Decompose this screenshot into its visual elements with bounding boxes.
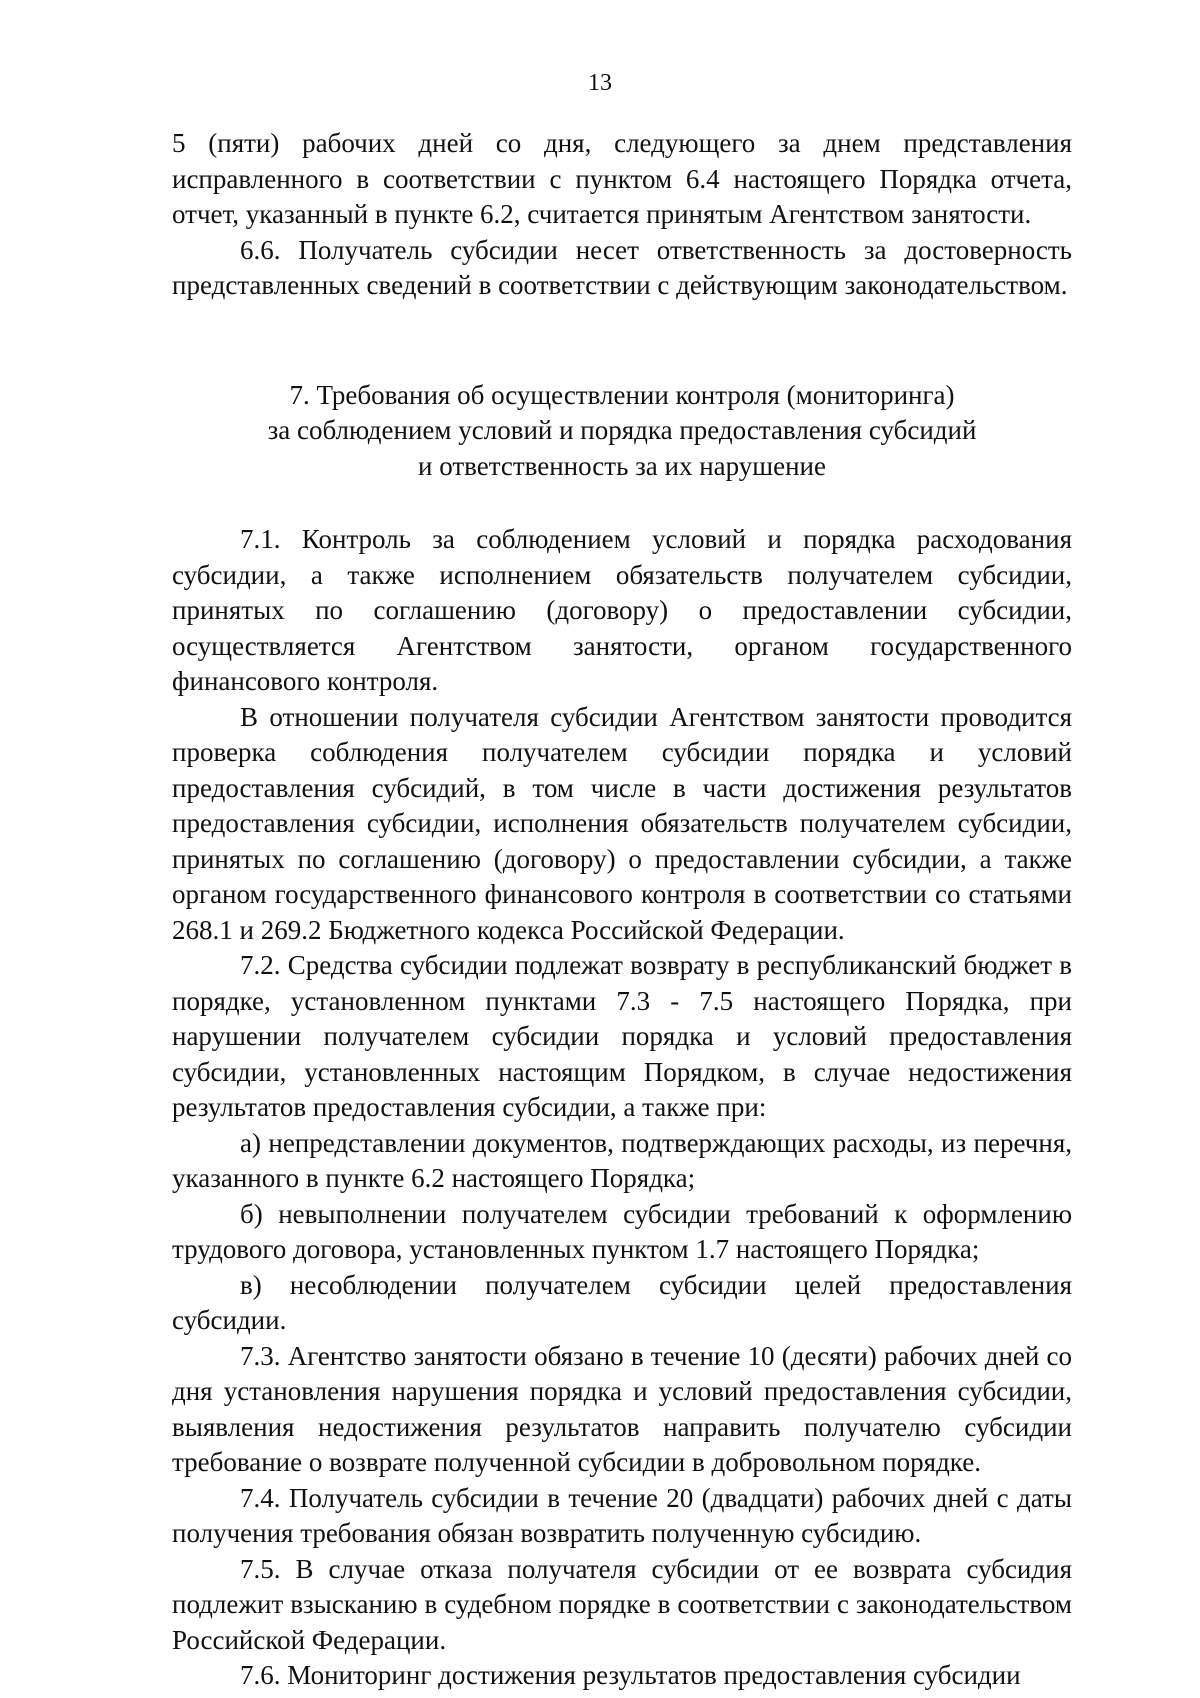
section-heading-line: 7. Требования об осуществлении контроля (мониторинга)	[289, 379, 955, 410]
section-heading-line: за соблюдением условий и порядка предоставления субсидий	[267, 415, 977, 445]
page-number: 13	[588, 70, 612, 96]
paragraph-continued: 5 (пяти) рабочих дней со дня, следующего за днем представления исправленного в соответствии с пунктом 6.4 настоящего Порядка отчета, отчет, указанный в пункте 6.2, считается принятым Агентством занятости.	[172, 128, 1072, 229]
paragraph-7-3: 7.3. Агентство занятости обязано в течение 10 (десяти) рабочих дней со дня установления нарушения порядка и условий предоставления субсидии, выявления недостижения результатов направить получателю субсидии требование о возврате полученной субсидии в добровольном порядке.	[172, 1340, 1072, 1477]
paragraph-7-2: 7.2. Средства субсидии подлежат возврату в республиканский бюджет в порядке, установленном пунктами 7.3 - 7.5 настоящего Порядка, при нарушении получателем субсидии порядка и условий предоставления субсидии, установленных настоящим Порядком, в случае недостижения результатов предоставления субсидии, а также при:	[172, 950, 1072, 1122]
paragraph-7-1: 7.1. Контроль за соблюдением условий и порядка расходования субсидии, а также исполнением обязательств получателем субсидии, принятых по соглашению (договору) о предоставлении субсидии, осуществляется Агентством занятости, органом государственного финансового контроля.	[172, 524, 1072, 696]
paragraph-7-6: 7.6. Мониторинг достижения результатов предоставления субсидии	[240, 1660, 1021, 1690]
list-item-b: б) невыполнении получателем субсидии требований к оформлению трудового договора, установленных пунктом 1.7 настоящего Порядка;	[172, 1198, 1072, 1264]
section-heading	[172, 378, 1072, 485]
paragraph-7-5: 7.5. В случае отказа получателя субсидии от ее возврата субсидия подлежит взысканию в судебном порядке в соответствии с законодательством Российской Федерации.	[172, 1553, 1072, 1655]
paragraph-6-6: 6.6. Получатель субсидии несет ответственность за достоверность представленных сведений в соответствии с действующим законодательством.	[172, 234, 1072, 300]
section-heading-line: и ответственность за их нарушение	[418, 450, 826, 481]
paragraph-7-4: 7.4. Получатель субсидии в течение 20 (двадцати) рабочих дней с даты получения требования обязан возвратить полученную субсидию.	[172, 1482, 1072, 1548]
list-item-v: в) несоблюдении получателем субсидии целей предоставления субсидии.	[172, 1269, 1072, 1335]
list-item-a: а) непредставлении документов, подтверждающих расходы, из перечня, указанного в пункте 6.2 настоящего Порядка;	[172, 1127, 1072, 1193]
paragraph-7-1-inspection: В отношении получателя субсидии Агентством занятости проводится проверка соблюдения получателем субсидии порядка и условий предоставления субсидий, в том числе в части достижения результатов предоставления субсидии, исполнения обязательств получателем субсидии, принятых по соглашению (договору) о предоставлении субсидии, а также органом государственного финансового контроля в соответствии со статьями 268.1 и 269.2 Бюджетного кодекса Российской Федерации.	[172, 701, 1072, 945]
document-body	[172, 126, 1072, 1694]
